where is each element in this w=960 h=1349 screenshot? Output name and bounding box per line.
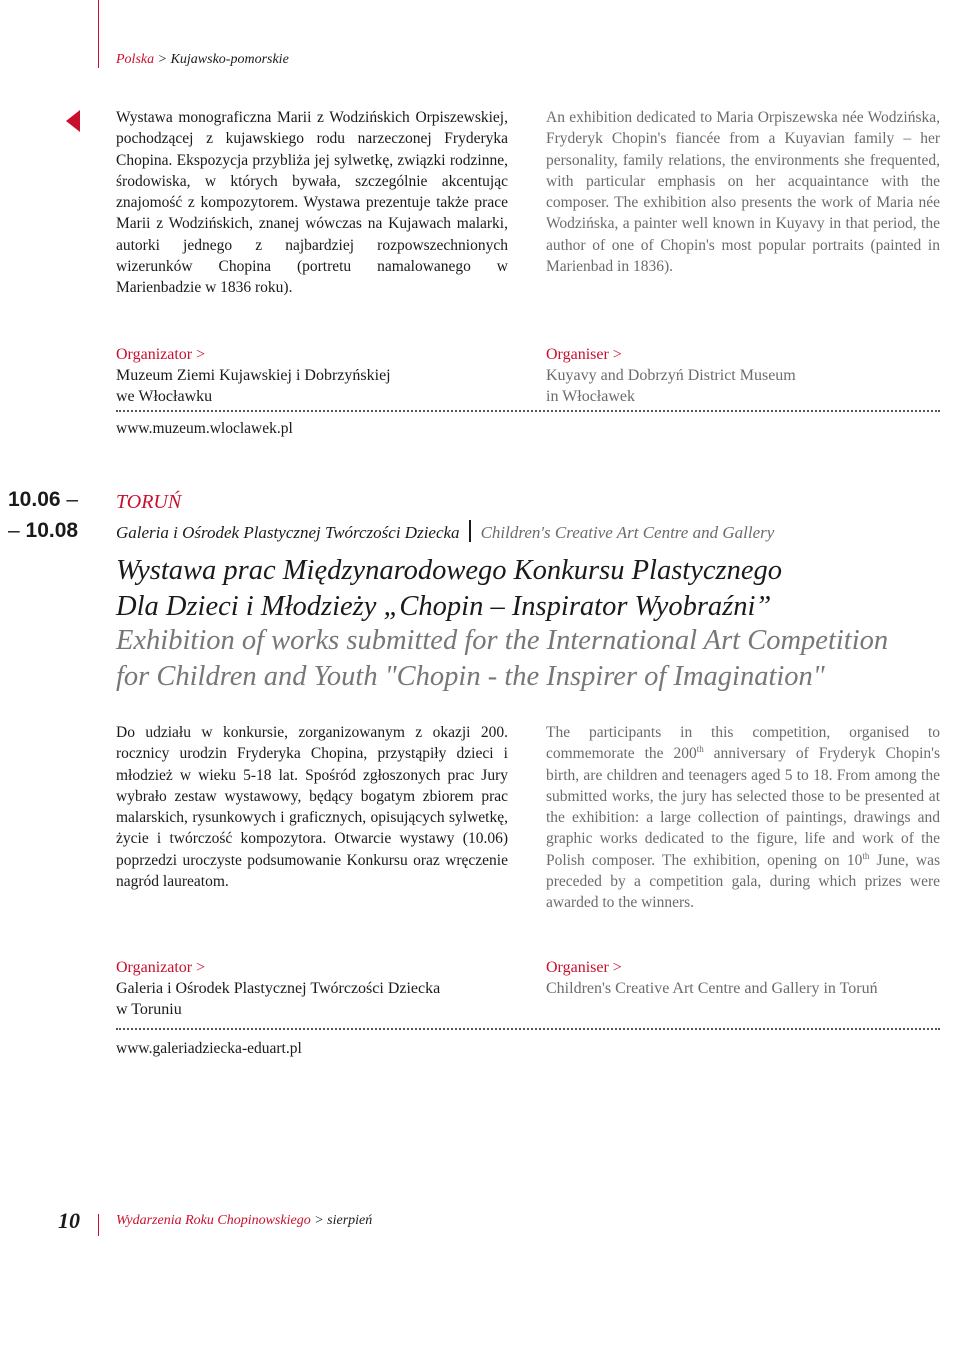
venue-en: Children's Creative Art Centre and Gallery	[480, 523, 775, 542]
event2-description-pl: Do udziału w konkursie, zorganizowanym z okazji 200. rocznicy urodzin Fryderyka Chopina, przystąpiły dzieci i młodzież w wieku 5-18 lat. Spośród zgłoszonych prac Jury wybrało zestaw wystawowy, będący bogatym zbiorem prac malarskich, rysunkowych i graficznych, opisujących sylwetkę, życie i twórczość kompozytora. Otwarcie wystawy (10.06) poprzedzi uroczyste podsumowanie Konkursu oraz wręczenie nagród laureatom.	[116, 724, 508, 891]
venue-divider	[469, 520, 471, 542]
divider-dotted	[116, 1028, 940, 1030]
description-part: anniversary of Fryderyk Chopin's birth, are children and teenagers aged 5 to 18. From among the submitted works, the jury has selected those to be presented at the exhibition: a large collection of paintings, drawings and graphic works dedicated to the figure, life and work of the Polish composer. The exhibition, opening on 10	[546, 745, 940, 869]
event1-website-link[interactable]: www.muzeum.wloclawek.pl	[116, 420, 293, 437]
date-dash: –	[8, 519, 20, 542]
event1-description-en: An exhibition dedicated to Maria Orpiszewska née Wodzińska, Fryderyk Chopin's fiancée from a Kuyavian family – her personality, family relations, the environments she frequented, with particular emphasis on her acquaintance with the composer. The exhibition also presents the work of Maria née Wodzińska, a painter well known in Kuyavy in that period, the author of one of Chopin's most popular portraits (painted in Marienbad in 1836).	[546, 109, 940, 276]
footer-breadcrumb	[116, 1213, 372, 1229]
date-start: 10.06	[8, 488, 61, 511]
event1-organizer-pl	[116, 344, 391, 407]
event2-organizer-pl	[116, 957, 440, 1020]
organizer-name-line2: w Toruniu	[116, 1001, 182, 1018]
event2-organizer-en	[546, 957, 878, 999]
footer-separator: >	[314, 1213, 324, 1228]
page-number: 10	[58, 1208, 80, 1233]
title-en-line2: for Children and Youth "Chopin - the Inspirer of Imagination"	[116, 661, 825, 692]
event2-date-start	[8, 488, 78, 512]
title-pl-line1: Wystawa prac Międzynarodowego Konkursu Plastycznego	[116, 555, 782, 586]
event2-description-en	[546, 722, 940, 914]
breadcrumb-subregion: Kujawsko-pomorskie	[170, 52, 289, 67]
description-part: The participants in this competition, organised to commemorate the 200	[546, 724, 940, 763]
organizer-label: Organizator >	[116, 346, 206, 363]
ordinal-suffix: th	[862, 850, 870, 861]
venue-pl: Galeria i Ośrodek Plastycznej Twórczości Dziecka	[116, 523, 460, 542]
organiser-name-line1: Children's Creative Art Centre and Gallery in Toruń	[546, 980, 878, 997]
organiser-name-line2: in Włocławek	[546, 388, 636, 405]
breadcrumb-separator: >	[157, 52, 168, 67]
breadcrumb	[116, 52, 289, 68]
organiser-label: Organiser >	[546, 959, 622, 976]
event2-venue	[116, 520, 774, 543]
organizer-name-line1: Muzeum Ziemi Kujawskiej i Dobrzyńskiej	[116, 367, 391, 384]
event2-city: TORUŃ	[116, 491, 182, 513]
date-dash: –	[66, 488, 79, 511]
organizer-name-line1: Galeria i Ośrodek Plastycznej Twórczości Dziecka	[116, 980, 441, 997]
event2-title-pl	[116, 553, 782, 625]
title-en-line1: Exhibition of works submitted for the International Art Competition	[116, 625, 889, 656]
event1-description-pl: Wystawa monograficzna Marii z Wodzińskich Orpiszewskiej, pochodzącej z kujawskiego rodu narzeczonej Fryderyka Chopina. Ekspozycja przybliża jej sylwetkę, związki rodzinne, środowiska, w których bywała, szczególnie akcentując znajomość z kompozytorem. Wystawa prezentuje także prace Marii z Wodzińskich, znanej wówczas na Kujawach malarki, autorki jednego z najbardziej rozpowszechnionych wizerunków Chopina (portretu namalowanego w Marienbadzie w 1836 roku).	[116, 109, 508, 297]
organiser-name-line1: Kuyavy and Dobrzyń District Museum	[546, 367, 796, 384]
date-end: 10.08	[25, 519, 79, 542]
event1-organizer-en	[546, 344, 796, 407]
organizer-label: Organizator >	[116, 959, 206, 976]
footer-month: sierpień	[327, 1213, 373, 1228]
breadcrumb-region[interactable]: Polska	[116, 52, 155, 67]
event2-date-end	[8, 519, 78, 543]
footer-divider	[98, 1214, 99, 1236]
title-pl-line2: Dla Dzieci i Młodzieży „Chopin – Inspirator Wyobraźni”	[116, 591, 772, 622]
divider-dotted	[116, 410, 940, 412]
footer-title: Wydarzenia Roku Chopinowskiego	[116, 1213, 311, 1228]
ordinal-suffix: th	[696, 744, 704, 755]
event2-title-en	[116, 623, 888, 695]
back-arrow-icon	[66, 110, 80, 132]
header-divider	[98, 0, 99, 68]
event2-website-link[interactable]: www.galeriadziecka-eduart.pl	[116, 1040, 302, 1057]
organiser-label: Organiser >	[546, 346, 622, 363]
description-part: June, was preceded by a competition gala, during which prizes were awarded to the winners.	[546, 851, 940, 912]
organizer-name-line2: we Włocławku	[116, 388, 213, 405]
